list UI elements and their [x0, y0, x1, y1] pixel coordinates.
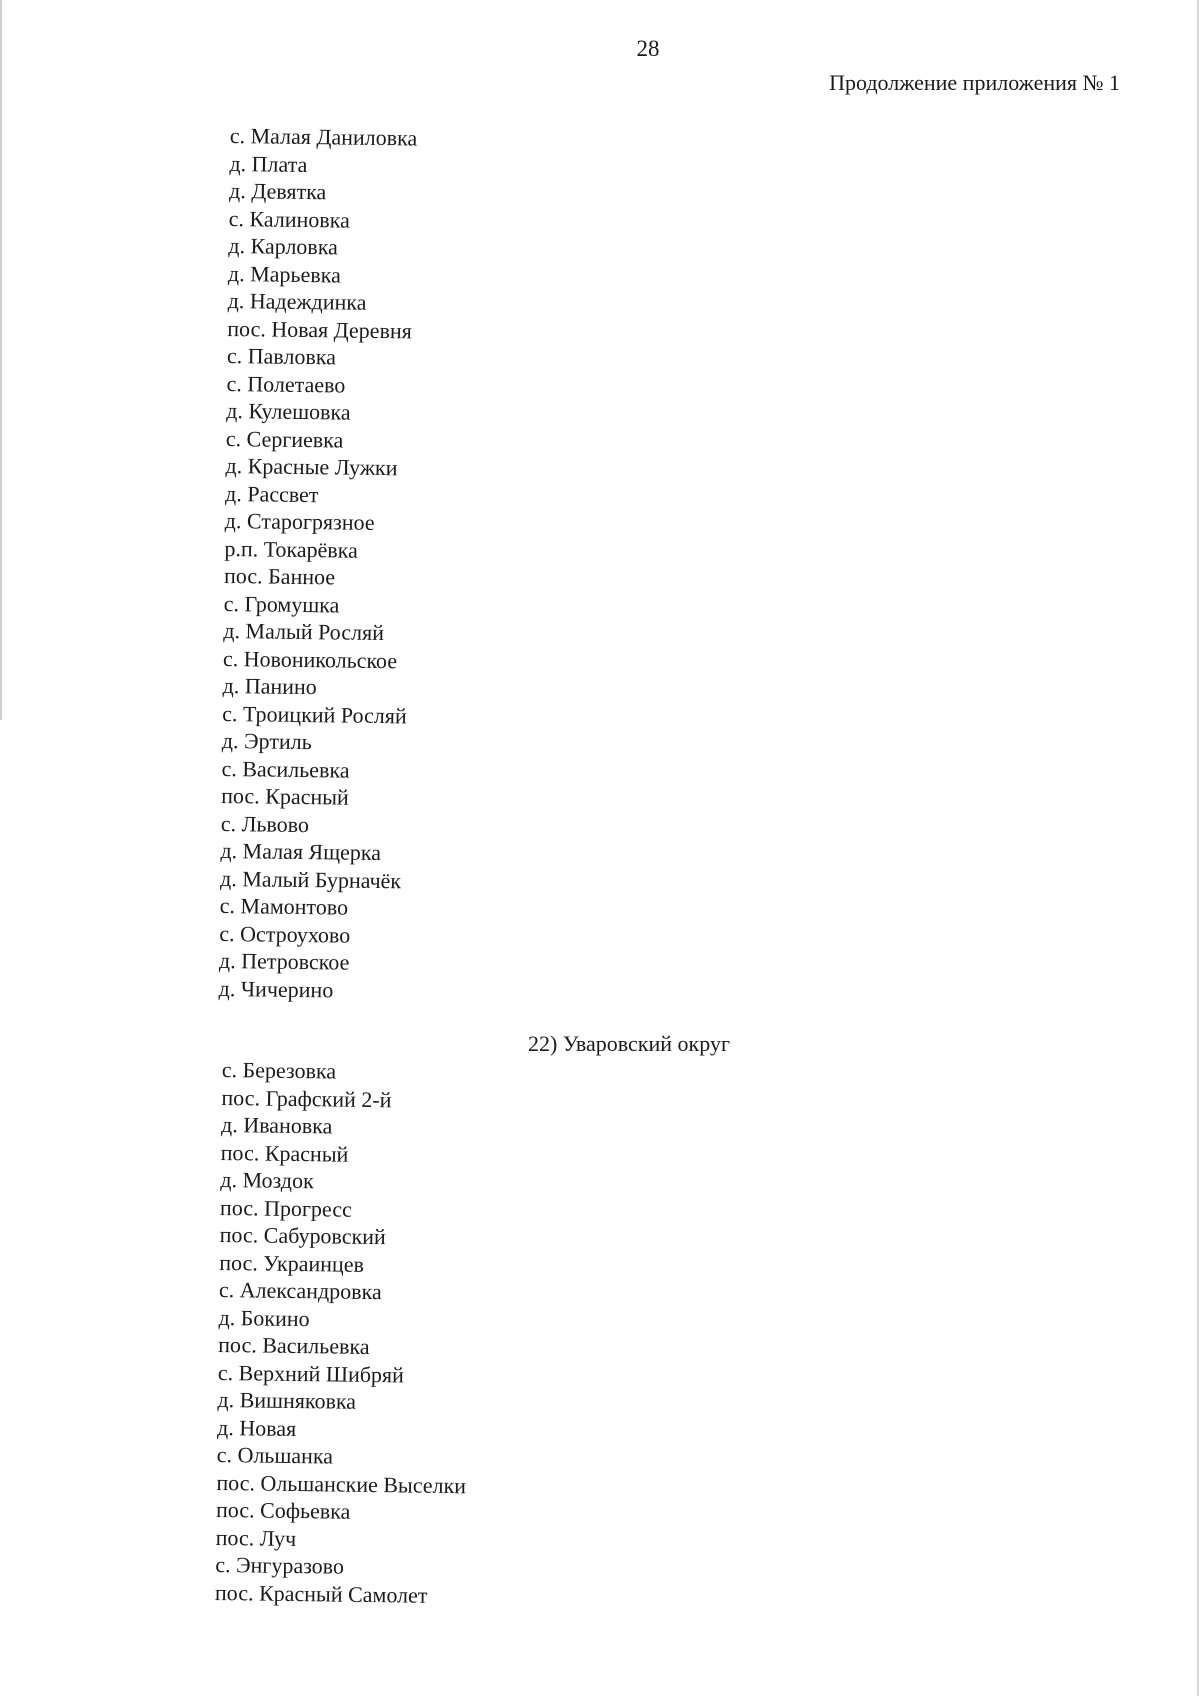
list-item: с. Малая Даниловка	[229, 122, 418, 151]
list-item: пос. Новая Деревня	[227, 315, 412, 343]
settlement-list-uvarovsky	[215, 1056, 472, 1609]
list-item: д. Надеждинка	[227, 287, 367, 315]
settlement-list-continued	[218, 122, 417, 1004]
list-item: д. Моздок	[220, 1166, 314, 1194]
list-item: пос. Сабуровский	[219, 1221, 386, 1250]
list-item: д. Малая Ящерка	[220, 837, 382, 866]
list-item: д. Малый Бурначёк	[219, 865, 402, 893]
list-item: пос. Украинцев	[219, 1249, 365, 1277]
list-item: д. Чичерино	[218, 975, 334, 1002]
list-item: пос. Красный	[221, 782, 349, 810]
list-item: с. Березовка	[221, 1056, 337, 1084]
list-item: д. Кулешовка	[226, 397, 351, 425]
scan-edge-left	[0, 0, 2, 720]
list-item: д. Марьевка	[227, 260, 342, 287]
list-item: д. Новая	[216, 1414, 297, 1441]
list-item: с. Ольшанка	[216, 1441, 334, 1469]
list-item: пос. Васильевка	[218, 1331, 370, 1359]
list-item: д. Бокино	[218, 1304, 310, 1331]
list-item: с. Полетаево	[226, 370, 346, 398]
list-item: д. Девятка	[228, 177, 327, 205]
list-item: д. Карловка	[228, 232, 339, 260]
list-item: с. Верхний Шибряй	[217, 1359, 405, 1387]
list-item: д. Панино	[222, 672, 317, 700]
list-item: с. Остроухово	[219, 920, 351, 948]
list-item: с. Калиновка	[228, 205, 351, 233]
list-item: д. Старогрязное	[224, 507, 375, 535]
list-item: пос. Красный Самолет	[214, 1579, 428, 1608]
continuation-note: Продолжение приложения № 1	[829, 70, 1120, 95]
list-item: с. Троицкий Росляй	[222, 700, 407, 728]
list-item: д. Плата	[229, 150, 308, 177]
list-item: д. Рассвет	[224, 480, 319, 507]
list-item: пос. Луч	[215, 1524, 297, 1551]
list-item: с. Львово	[220, 810, 310, 837]
scan-edge-right	[1197, 0, 1199, 1696]
section-heading: 22) Уваровский округ	[528, 1031, 730, 1056]
list-item: пос. Красный	[220, 1139, 349, 1167]
list-item: с. Павловка	[226, 342, 337, 370]
list-item: с. Васильевка	[221, 755, 350, 783]
list-item: д. Ивановка	[220, 1111, 333, 1139]
page-number: 28	[636, 36, 660, 61]
list-item: с. Громушка	[223, 590, 340, 617]
list-item: с. Новоникольское	[222, 645, 398, 673]
list-item: д. Вишняковка	[217, 1386, 357, 1414]
list-item: пос. Банное	[223, 562, 336, 590]
list-item: с. Энгуразово	[215, 1551, 345, 1579]
list-item: р.п. Токарёвка	[224, 535, 359, 563]
list-item: с. Александровка	[218, 1276, 382, 1305]
list-item: с. Сергиевка	[225, 425, 344, 453]
list-item: д. Малый Росляй	[223, 617, 385, 646]
list-item: д. Петровское	[218, 947, 350, 975]
list-item: пос. Софьевка	[215, 1496, 351, 1524]
list-item: д. Эртиль	[221, 727, 312, 755]
list-item: пос. Прогресс	[219, 1194, 353, 1222]
list-item: с. Мамонтово	[219, 892, 349, 920]
list-item: пос. Ольшанские Выселки	[216, 1469, 467, 1498]
list-item: пос. Графский 2-й	[221, 1084, 392, 1112]
list-item: д. Красные Лужки	[225, 452, 398, 481]
